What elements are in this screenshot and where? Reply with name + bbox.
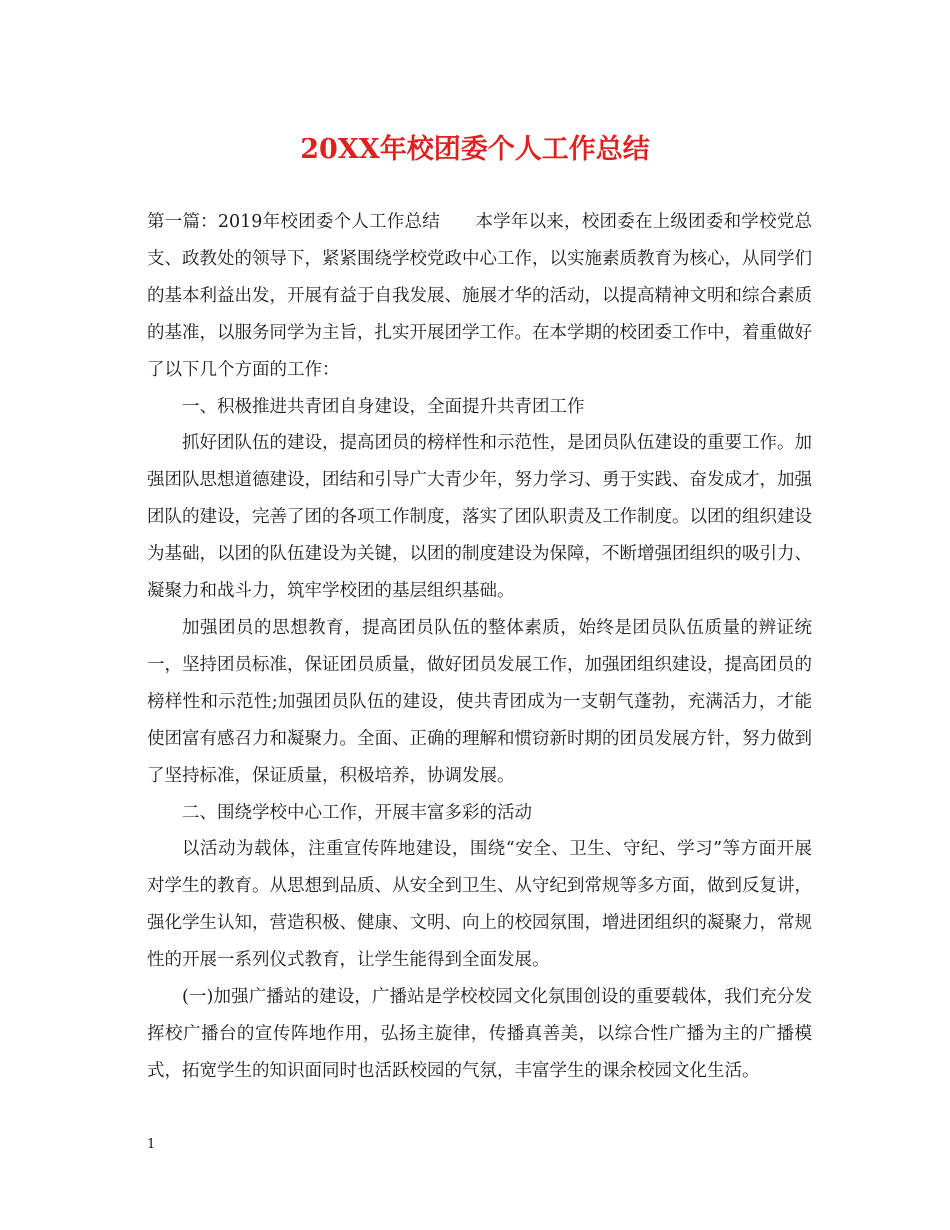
page-number: 1 bbox=[147, 1137, 156, 1152]
paragraph: 抓好团队伍的建设，提高团员的榜样性和示范性，是团员队伍建设的重要工作。加强团队思想道德建设，团结和引导广大青少年，努力学习、勇于实践、奋发成才，加强团队的建设，完善了团的各项工作制度，落实了团队职责及工作制度。以团的组织建设为基础，以团的队伍建设为关键，以团的制度建设为保障，不断增强团组织的吸引力、凝聚力和战斗力，筑牢学校团的基层组织基础。 bbox=[147, 433, 812, 602]
document-body bbox=[147, 204, 812, 1090]
section-heading-2: 二、围绕学校中心工作，开展丰富多彩的活动 bbox=[182, 802, 532, 823]
paragraph: 加强团员的思想教育，提高团员队伍的整体素质，始终是团员队伍质量的辨证统一，坚持团员标准，保证团员质量，做好团员发展工作，加强团组织建设，提高团员的榜样性和示范性;加强团员队伍的建设，使共青团成为一支朝气蓬勃，充满活力，才能使团富有感召力和凝聚力。全面、正确的理解和惯窃新时期的团员发展方针，努力做到了坚持标准，保证质量，积极培养，协调发展。 bbox=[147, 617, 812, 786]
paragraph-intro: 第一篇：2019年校团委个人工作总结 本学年以来，校团委在上级团委和学校党总支、政教处的领导下，紧紧围绕学校党政中心工作，以实施素质教育为核心，从同学们的基本利益出发，开展有益于自我发展、施展才华的活动，以提高精神文明和综合素质的基准，以服务同学为主旨，扎实开展团学工作。在本学期的校团委工作中，着重做好了以下几个方面的工作： bbox=[147, 212, 812, 380]
paragraph: (一)加强广播站的建设，广播站是学校校园文化氛围创设的重要载体，我们充分发挥校广播台的宣传阵地作用，弘扬主旋律，传播真善美，以综合性广播为主的广播模式，拓宽学生的知识面同时也活跃校园的气氛，丰富学生的课余校园文化生活。 bbox=[147, 987, 812, 1081]
section-heading-1: 一、积极推进共青团自身建设，全面提升共青团工作 bbox=[182, 396, 585, 417]
document-title: 20XX年校团委个人工作总结 bbox=[300, 134, 650, 165]
paragraph: 以活动为载体，注重宣传阵地建设，围绕“安全、卫生、守纪、学习”等方面开展对学生的教育。从思想到品质、从安全到卫生、从守纪到常规等多方面，做到反复讲，强化学生认知，营造积极、健康、文明、向上的校园氛围，增进团组织的凝聚力，常规性的开展一系列仪式教育，让学生能得到全面发展。 bbox=[147, 839, 812, 971]
